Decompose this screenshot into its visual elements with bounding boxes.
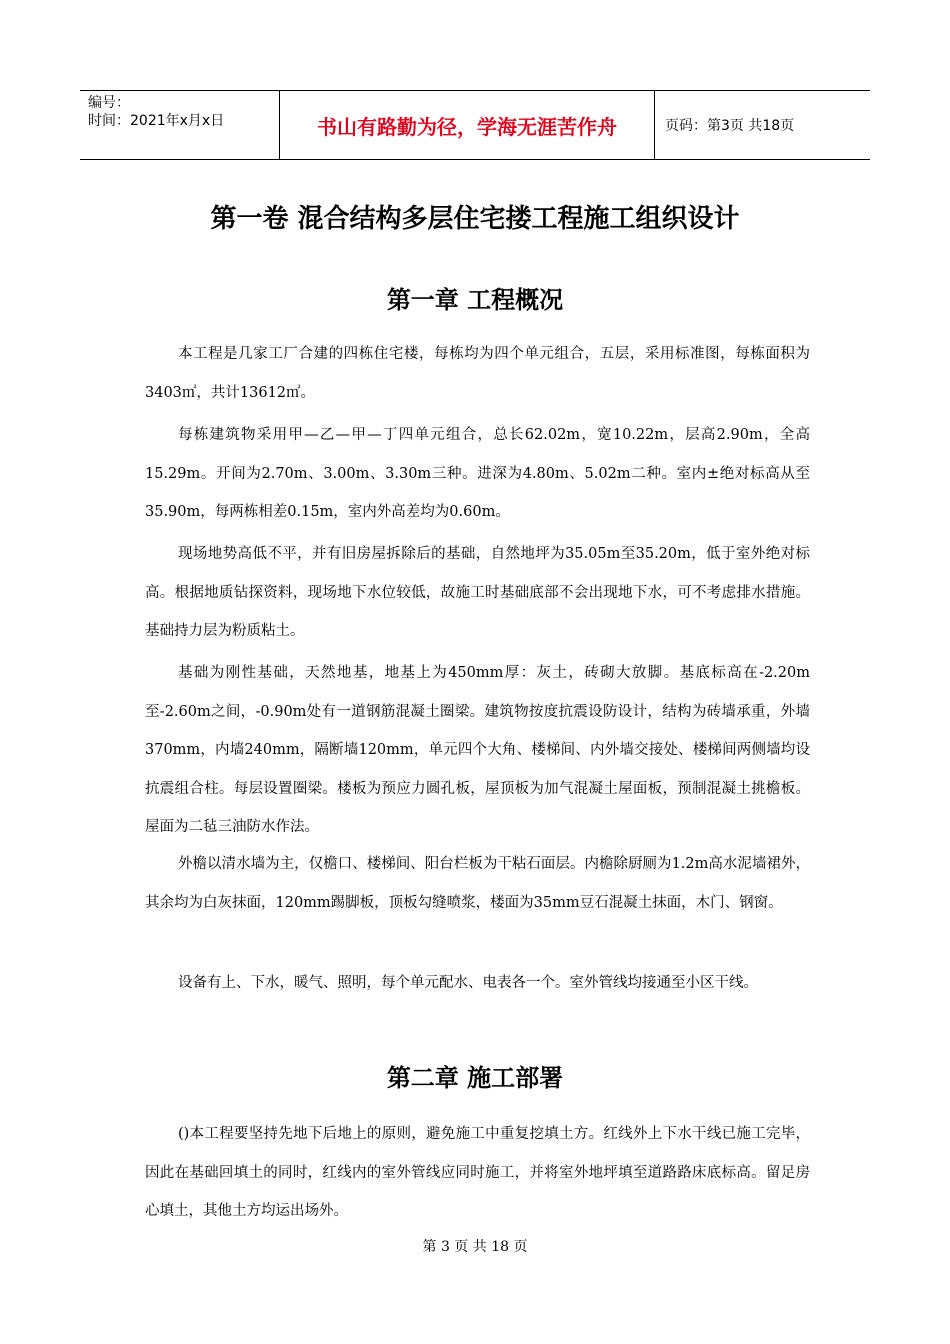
paragraph: 每栋建筑物采用甲—乙—甲—丁四单元组合，总长62.02m，宽10.22m，层高2.90m，全高15.29m。开间为2.70m、3.00m、3.30m三种。进深为4.80m、5.02m二种。室内±绝对标高从至35.90m，每两栋相差0.15m，室内外高差均为0.60m。 [145,427,810,520]
page-header [80,90,870,160]
volume-title: 第一卷 混合结构多层住宅搂工程施工组织设计 [210,204,740,234]
paragraph: 本工程是几家工厂合建的四栋住宅楼，每栋均为四个单元组合，五层，采用标准图，每栋面积为3403㎡，共计13612㎡。 [145,346,810,401]
chapter-1-title: 第一章 工程概况 [386,286,564,314]
motto: 书山有路勤为径，学海无涯苦作舟 [280,91,655,159]
paragraph: 设备有上、下水，暖气、照明，每个单元配水、电表各一个。室外管线均接通至小区干线。 [178,975,758,991]
paragraph: 现场地势高低不平，并有旧房屋拆除后的基础，自然地坪为35.05m至35.20m，低于室外绝对标高。根据地质钻探资料，现场地下水位较低，故施工时基础底部不会出现地下水，可不考虑排水措施。基础持力层为粉质粘土。 [145,546,810,639]
page-footer: 第 3 页 共 18 页 [422,1239,528,1255]
paragraph: ()本工程要坚持先地下后地上的原则，避免施工中重复挖填土方。红线外上下水干线已施工完毕，因此在基础回填土的同时，红线内的室外管线应同时施工，并将室外地坪填至道路路床底标高。留足房心填土，其他土方均运出场外。 [145,1126,810,1219]
number-label: 编号： [88,95,130,111]
time-label: 时间：2021年x月x日 [88,113,225,129]
header-meta [80,91,280,159]
chapter-2-title: 第二章 施工部署 [386,1064,564,1092]
paragraph: 基础为刚性基础，天然地基，地基上为450mm厚：灰土，砖砌大放脚。基底标高在-2.20m至-2.60m之间，-0.90m处有一道钢筋混凝土圈梁。建筑物按度抗震设防设计，结构为砖墙承重，外墙370mm，内墙240mm，隔断墙120mm，单元四个大角、楼梯间、内外墙交接处、楼梯间两侧墙均设抗震组合柱。每层设置圈梁。楼板为预应力圆孔板，屋顶板为加气混凝土屋面板，预制混凝土挑檐板。屋面为二毡三油防水作法。 [145,665,810,835]
page-info: 页码：第3页 共18页 [665,118,795,134]
paragraph: 外檐以清水墙为主，仅檐口、楼梯间、阳台栏板为干粘石面层。内檐除厨厕为1.2m高水泥墙裙外，其余均为白灰抹面，120mm踢脚板，顶板勾缝喷浆，楼面为35mm豆石混凝土抹面，木门、钢窗。 [145,856,810,911]
